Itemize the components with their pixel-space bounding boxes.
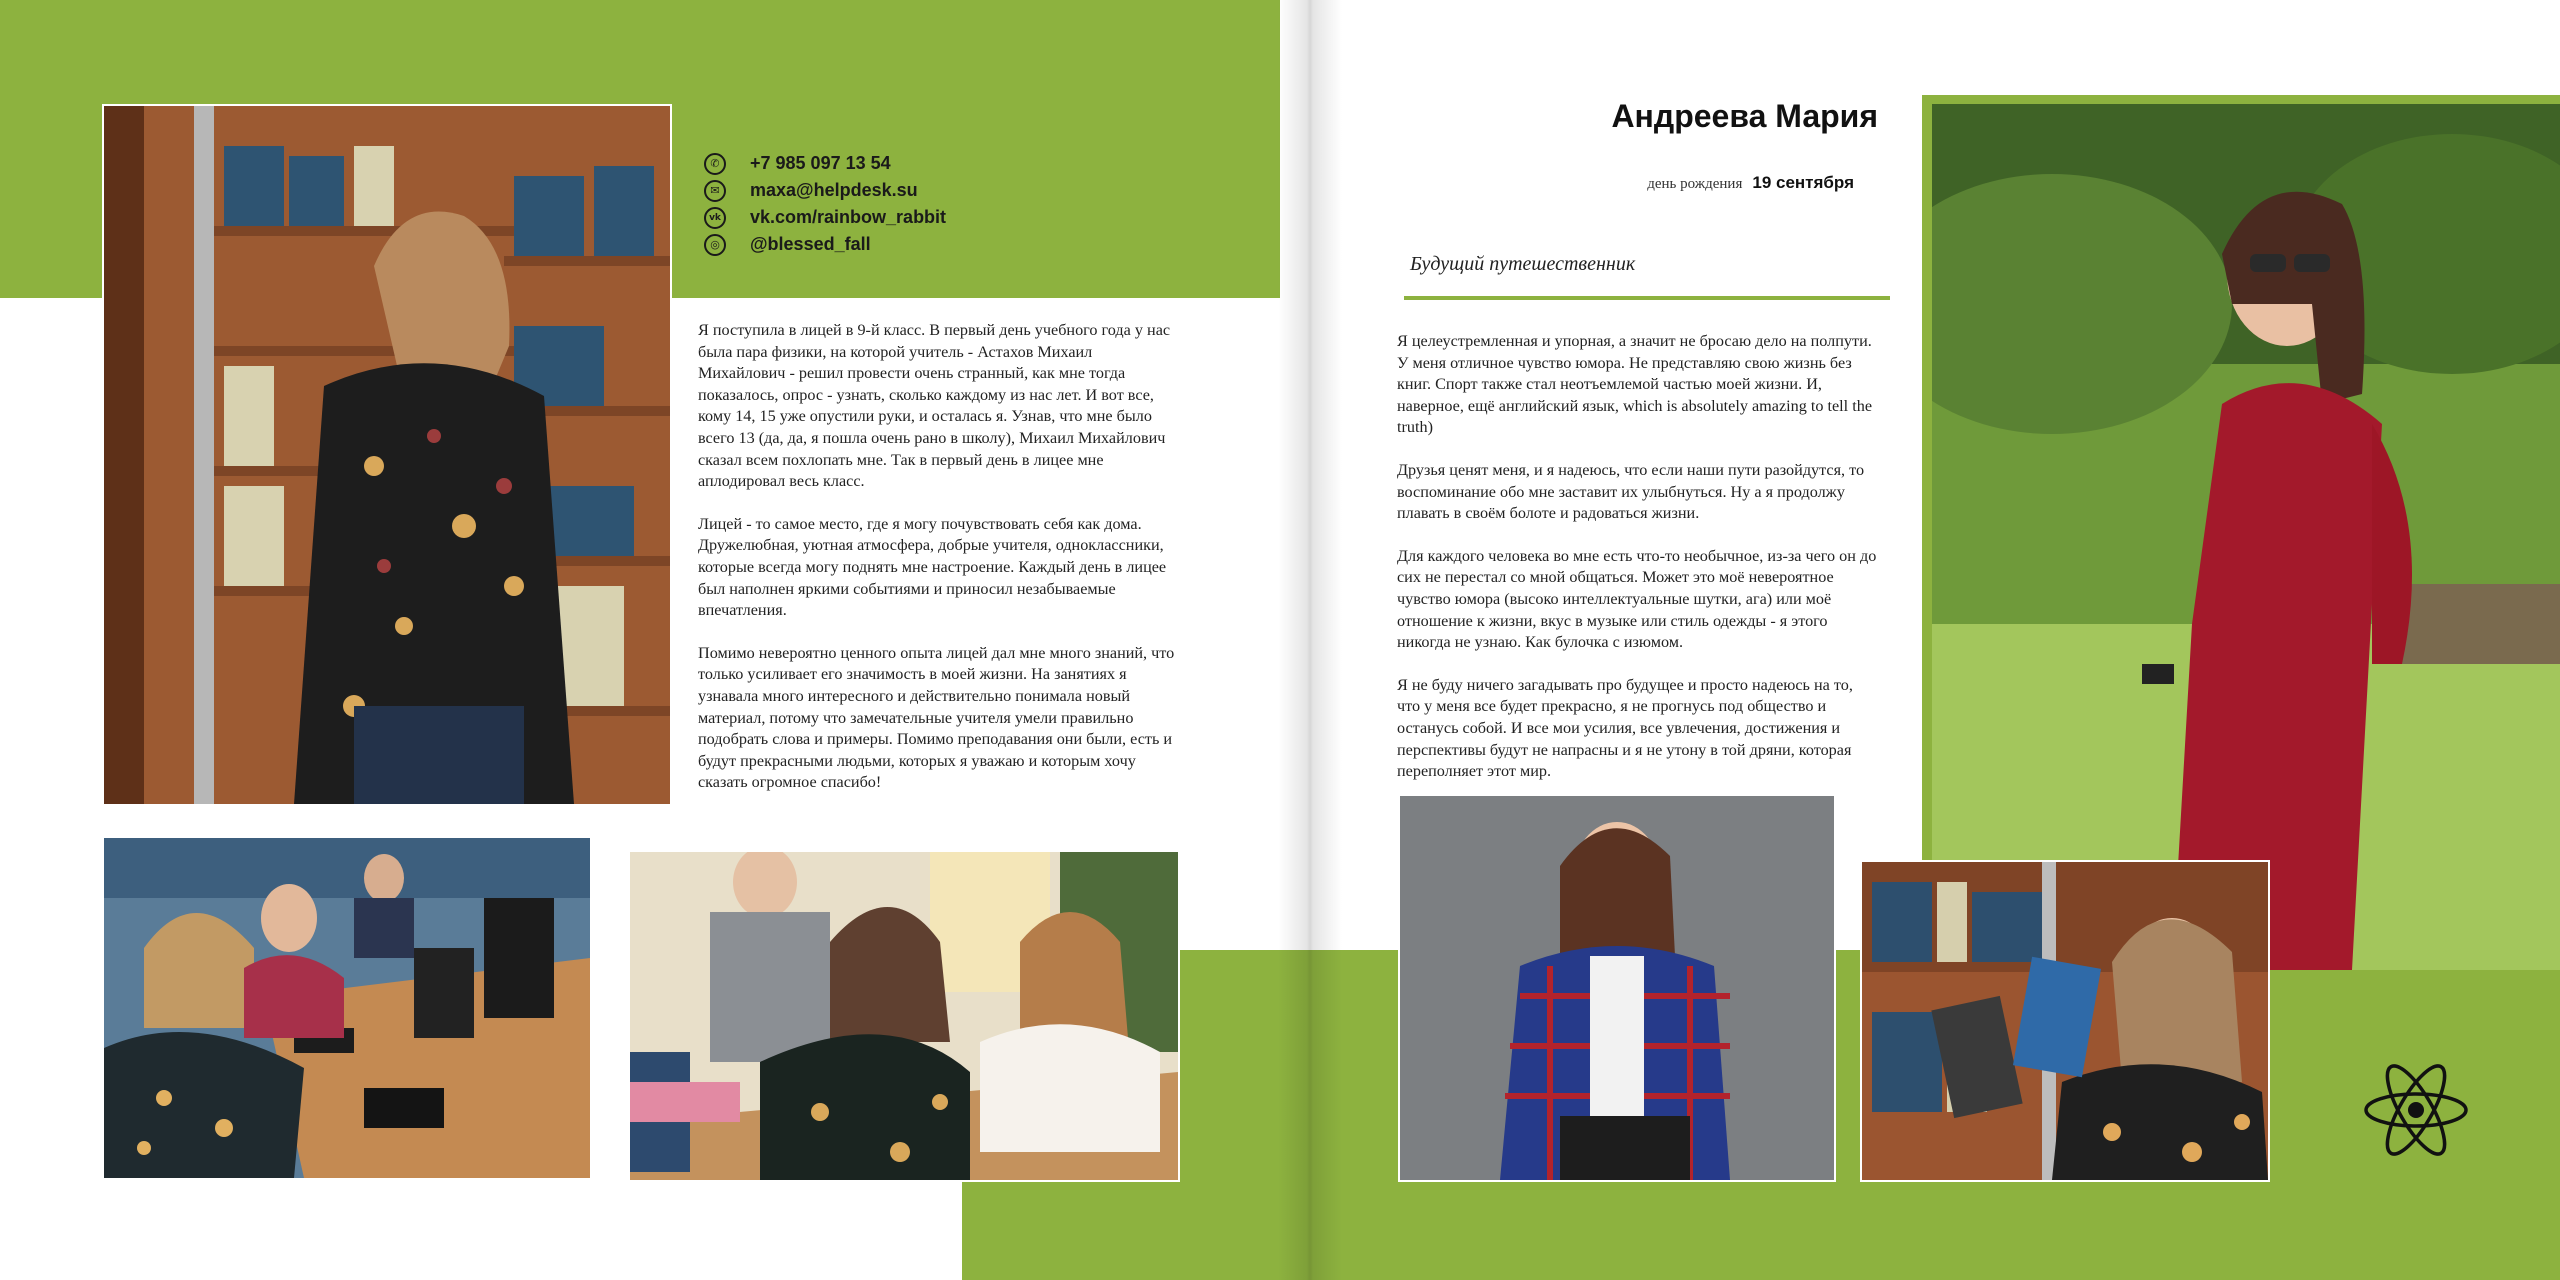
birthday-value: 19 сентября	[1752, 173, 1854, 192]
left-paragraph-1: Я поступила в лицей в 9-й класс. В первый день учебного года у нас была пара физики, на которой учитель - Астахов Михаил Михайлович - решил провести очень странный, как мне тогда показалось, опрос - узнать, сколько каждому из нас лет. И вот все, кому 14, 15 уже опустили руки, и осталась я. Узнав, что мне было всего 13 (да, да, я пошла очень рано в школу), Михаил Михайлович сказал всем похлопать мне. Так в первый день в лицее мне аплодировал весь класс.	[698, 321, 1171, 491]
classroom-photo	[628, 850, 1180, 1182]
contact-phone[interactable]	[704, 150, 1004, 177]
contact-vk-text: vk.com/rainbow_rabbit	[750, 207, 947, 227]
tagline: Будущий путешественник	[1410, 253, 1636, 275]
contact-vk[interactable]	[704, 204, 1004, 231]
contact-instagram-text: @blessed_fall	[750, 234, 871, 254]
contact-phone-text: +7 985 097 13 54	[750, 153, 891, 173]
books-portrait-photo	[1860, 860, 2270, 1182]
birthday-line	[1540, 173, 1854, 193]
left-story-text	[698, 320, 1176, 815]
atom-logo-icon	[2360, 1060, 2472, 1160]
left-paragraph-3: Помимо невероятно ценного опыта лицей дал мне много знаний, что только усиливает его значимость в моей жизни. На занятиях я узнавала много интересного и действительно понимала новый материал, потому что замечательные учителя умели правильно подобрать слова и примеры. Помимо преподавания они были, есть и будут прекрасными людьми, которых я уважаю и которым хочу сказать огромное спасибо!	[698, 643, 1175, 792]
right-paragraph-1: Я целеустремленная и упорная, а значит не бросаю дело на полпути. У меня отличное чувство юмора. Не представляю свою жизнь без книг. Спорт также стал неотъемлемой частью моей жизни. И, наверное, ещё английский язык, which is absolutely amazing to tell the truth)	[1397, 332, 1873, 437]
contact-instagram[interactable]	[704, 231, 1004, 258]
left-paragraph-2: Лицей - то самое место, где я могу почувствовать себя как дома. Дружелюбная, уютная атмосфера, добрые учителя, одноклассники, которые всегда могу поднять мне настроение. Каждый день в лицее был наполнен яркими событиями и приносил незабываемые впечатления.	[698, 514, 1167, 620]
birthday-label: день рождения	[1647, 176, 1743, 192]
student-name: Андреева Мария	[1611, 98, 1878, 134]
phone-icon: ✆	[704, 153, 726, 175]
vk-icon: vk	[704, 207, 726, 229]
tagline-underline	[1404, 296, 1890, 300]
email-icon: ✉	[704, 180, 726, 202]
right-paragraph-4: Я не буду ничего загадывать про будущее и просто надеюсь на то, что у меня все будет прекрасно, я не прогнусь под общество и останусь собой. И все мои усилия, все увлечения, достижения и перспективы будут не напрасны и я не утону в той дряни, которая переполняет этот мир.	[1397, 675, 1853, 781]
contact-email-text: maxa@helpdesk.su	[750, 180, 918, 200]
book-spine-shadow	[1278, 0, 1342, 1280]
studio-portrait-photo	[1398, 794, 1836, 1182]
outdoor-portrait-photo	[1932, 104, 2560, 970]
right-about-text	[1397, 331, 1877, 804]
portrait-library-photo	[102, 104, 672, 806]
computer-class-photo	[102, 836, 592, 1180]
contacts-block	[704, 150, 1004, 258]
contact-email[interactable]	[704, 177, 1004, 204]
right-paragraph-3: Для каждого человека во мне есть что-то необычное, из-за чего он до сих не перестал со мной общаться. Может это моё невероятное чувство юмора (высоко интеллектуальные шутки, ага) или моё отношение к жизни, вкус в музыке или стиль одежды - я этого никогда не узнаю. Как булочка с изюмом.	[1397, 546, 1877, 652]
right-paragraph-2: Друзья ценят меня, и я надеюсь, что если наши пути разойдутся, то воспоминание обо мне заставит их улыбнуться. Ну а я продолжу плавать в своём болоте и радоваться жизни.	[1397, 460, 1865, 523]
instagram-icon: ◎	[704, 234, 726, 256]
